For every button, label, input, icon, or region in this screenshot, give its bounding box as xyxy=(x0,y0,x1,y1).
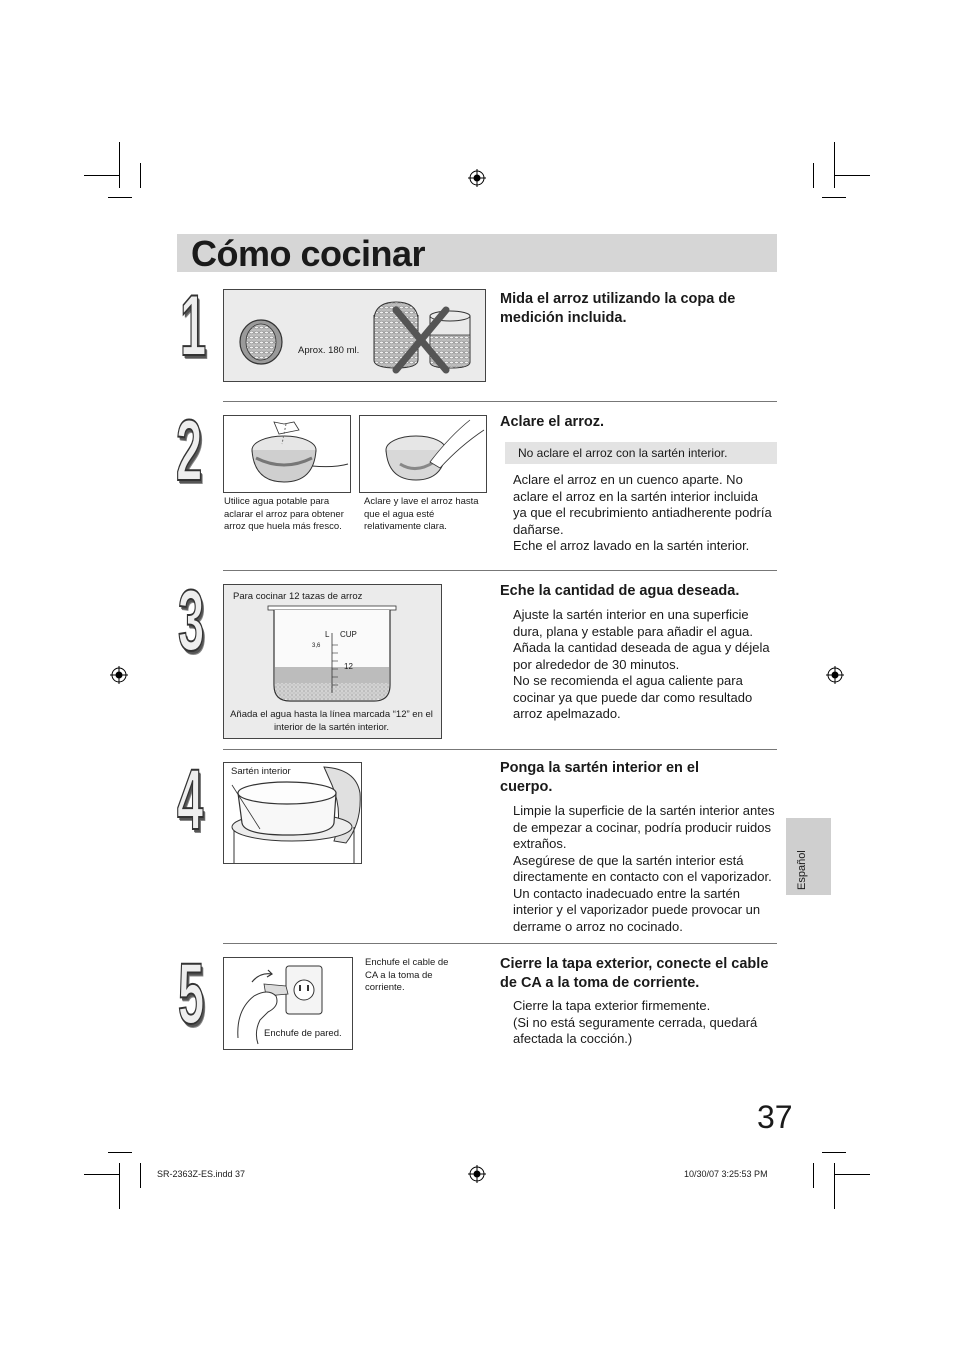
step-number-4: 4 xyxy=(177,752,204,848)
step-5-body: Cierre la tapa exterior firmemente. (Si no está seguramente cerrada, quedará afectada la cocción.) xyxy=(513,998,758,1046)
step-2-caption-1: Utilice agua potable para aclarar el arroz para obtener arroz que huela más fresco. xyxy=(224,496,344,532)
step-5-heading: Cierre la tapa exterior, conecte el cable de CA a la toma de corriente. xyxy=(500,956,769,991)
divider xyxy=(223,749,777,750)
divider xyxy=(223,570,777,571)
step-number-5: 5 xyxy=(178,946,205,1042)
step-4-body: Limpie la superficie de la sartén interior antes de empezar a cocinar, podría producir ruidos extraños. Asegúrese de que la sartén interior está directamente en contacto con el vaporizador. Un contacto inadecuado entre la sartén interior y el vaporizador puede provocar un derrame o arroz no cocinado. xyxy=(513,803,775,934)
registration-mark-icon xyxy=(468,169,486,187)
step-3-heading: Eche la cantidad de agua deseada. xyxy=(500,583,740,599)
language-tab xyxy=(786,818,831,895)
scale-12-mark: 12 xyxy=(344,662,353,671)
scale-liter-mark: 3,6 xyxy=(312,643,321,649)
step-1-heading: Mida el arroz utilizando la copa de medición incluida. xyxy=(500,291,736,326)
step-4-caption: Sartén interior xyxy=(231,766,291,777)
registration-mark-icon xyxy=(826,666,844,684)
step-5-caption-outlet: Enchufe de pared. xyxy=(264,1028,342,1039)
step-number-3: 3 xyxy=(178,573,205,669)
step-1-caption: Aprox. 180 ml. xyxy=(298,345,360,356)
step-2-body: Aclare el arroz en un cuenco aparte. No aclare el arroz en la sartén interior incluida ya que el recubrimiento antiadherente podría dañarse. Eche el arroz lavado en la sartén interior. xyxy=(513,472,772,553)
step-number-2: 2 xyxy=(176,403,203,499)
rinse-bowl-figure xyxy=(223,415,351,493)
step-5-caption-plug: Enchufe el cable de CA a la toma de corriente. xyxy=(365,957,449,993)
title-bar xyxy=(177,234,777,272)
step-4-heading: Ponga la sartén interior en el cuerpo. xyxy=(500,760,700,795)
step-2-caption-2: Aclare y lave el arroz hasta que el agua esté relativamente clara. xyxy=(364,496,479,532)
step-2-heading: Aclare el arroz. xyxy=(500,414,604,430)
footer-timestamp: 10/30/07 3:25:53 PM xyxy=(684,1169,768,1179)
step-3-body: Ajuste la sartén interior en una superficie dura, plana y estable para añadir el agua. Añada la cantidad deseada de agua y déjela por alrededor de 30 minutos. No se recomienda el agua caliente para cocinar ya que puede dar como resultado arroz apelmazado. xyxy=(513,607,770,721)
wash-rice-figure xyxy=(359,415,487,493)
step-3-caption-top: Para cocinar 12 tazas de arroz xyxy=(233,591,363,602)
footer-file-name: SR-2363Z-ES.indd 37 xyxy=(157,1169,246,1179)
scale-l-label: L xyxy=(325,630,330,639)
page-title: Cómo cocinar xyxy=(191,233,426,274)
registration-mark-icon xyxy=(468,1165,486,1183)
page-number: 37 xyxy=(757,1099,793,1135)
divider xyxy=(223,401,777,402)
rinse-bowl-illustration xyxy=(224,416,350,492)
registration-mark-icon xyxy=(110,666,128,684)
step-3-caption-bottom: Añada el agua hasta la línea marcada “12” en el interior de la sartén interior. xyxy=(230,709,433,733)
step-2-warning-note: No aclare el arroz con la sartén interior. xyxy=(505,442,777,464)
language-tab-label: Español xyxy=(796,850,808,890)
divider xyxy=(223,943,777,944)
measuring-cup-illustration xyxy=(224,290,485,381)
step-number-1: 1 xyxy=(180,278,207,374)
measuring-cup-figure xyxy=(223,289,486,382)
scale-cup-label: CUP xyxy=(340,630,357,639)
wash-rice-illustration xyxy=(360,416,486,492)
